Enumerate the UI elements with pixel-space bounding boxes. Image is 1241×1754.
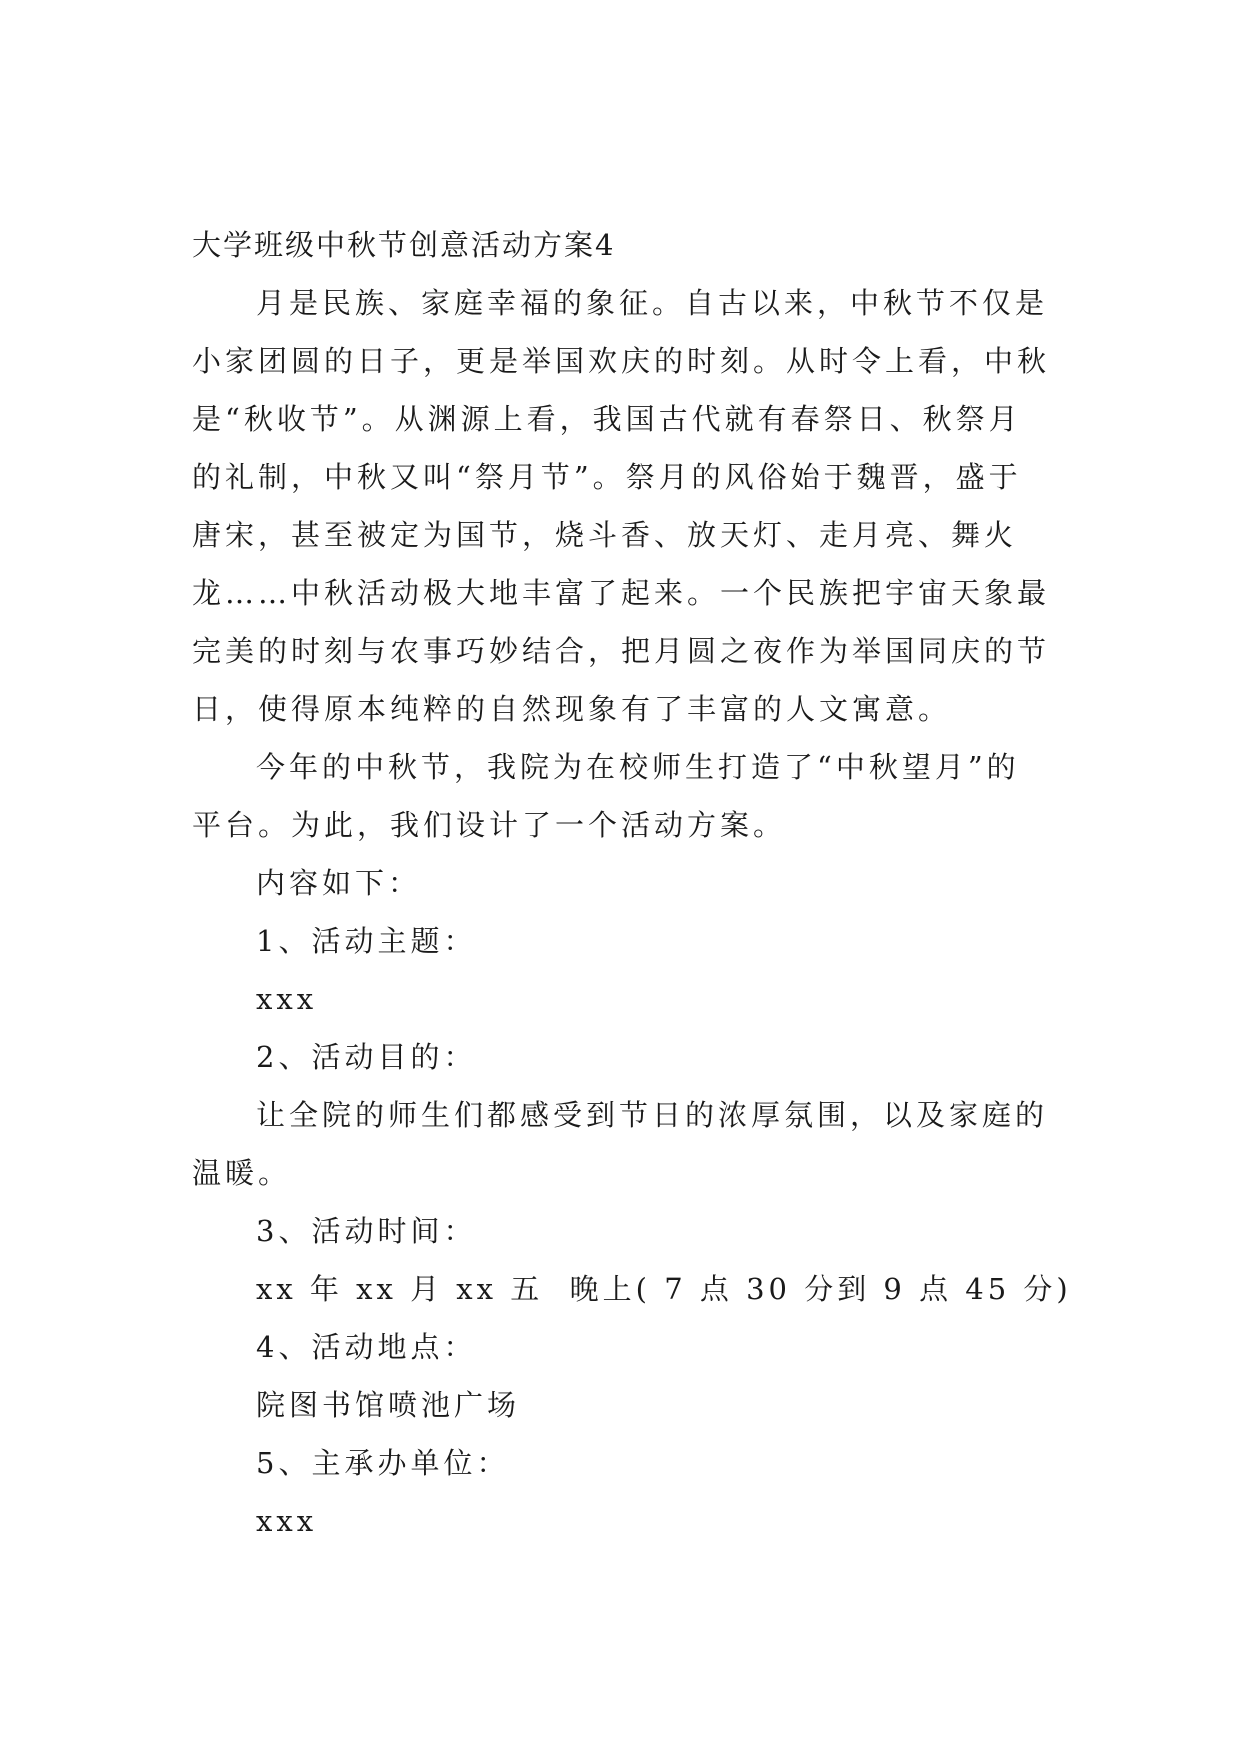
item1-value: xxx [256,982,318,1016]
paragraph1-line: 小家团圆的日子，更是举国欢庆的时刻。从时令上看，中秋 [192,344,1051,378]
item5-value: xxx [256,1504,318,1538]
paragraph2-line: 平台。为此，我们设计了一个活动方案。 [192,808,787,842]
item1-heading: 1、活动主题： [256,924,477,958]
paragraph1-line: 是“秋收节”。从渊源上看，我国古代就有春祭日、秋祭月 [192,402,1022,436]
item3-value: xx 年 xx 月 xx 五 晚上( 7 点 30 分到 9 点 45 分) [256,1272,1072,1306]
paragraph1-line: 日，使得原本纯粹的自然现象有了丰富的人文寓意。 [192,692,952,726]
paragraph1-line: 的礼制，中秋又叫“祭月节”。祭月的风俗始于魏晋，盛于 [192,460,1022,494]
item2-heading: 2、活动目的： [256,1040,477,1074]
document-title: 大学班级中秋节创意活动方案4 [192,228,616,262]
paragraph1-line: 月是民族、家庭幸福的象征。自古以来，中秋节不仅是 [256,286,1049,320]
item3-heading: 3、活动时间： [256,1214,477,1248]
item5-heading: 5、主承办单位： [256,1446,510,1480]
paragraph2-line: 今年的中秋节，我院为在校师生打造了“中秋望月”的 [256,750,1020,784]
content-intro: 内容如下： [256,866,422,900]
paragraph1-line: 完美的时刻与农事巧妙结合，把月圆之夜作为举国同庆的节 [192,634,1051,668]
item2-value-line: 温暖。 [192,1156,292,1190]
item4-value: 院图书馆喷池广场 [256,1388,521,1422]
paragraph1-line: 龙……中秋活动极大地丰富了起来。一个民族把宇宙天象最 [192,576,1051,610]
item2-value-line: 让全院的师生们都感受到节日的浓厚氛围，以及家庭的 [256,1098,1049,1132]
item4-heading: 4、活动地点： [256,1330,477,1364]
document-body [192,216,1072,1550]
paragraph1-line: 唐宋，甚至被定为国节，烧斗香、放天灯、走月亮、舞火 [192,518,1018,552]
